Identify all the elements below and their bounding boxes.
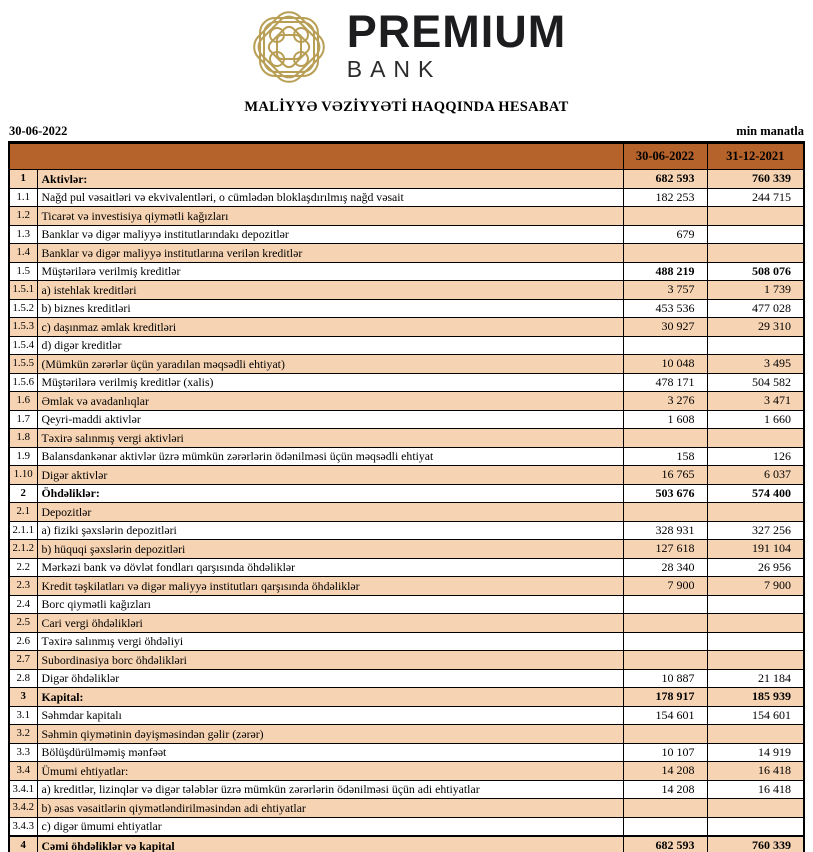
row-value-2021-cell: 508 076 — [707, 262, 804, 281]
table-row — [9, 780, 804, 799]
row-value-2021-cell: 760 339 — [707, 170, 804, 189]
row-number-cell: 1.3 — [9, 225, 37, 244]
row-label-cell: b) biznes kreditləri — [37, 299, 623, 318]
row-value-2021-cell: 154 601 — [707, 706, 804, 725]
row-value-2021-cell — [707, 244, 804, 263]
row-number-cell: 2.4 — [9, 595, 37, 614]
row-label-cell: c) daşınmaz əmlak kreditləri — [37, 318, 623, 337]
row-value-2021-cell — [707, 503, 804, 522]
table-row — [9, 836, 804, 852]
table-row — [9, 743, 804, 762]
row-label-cell: Depozitlər — [37, 503, 623, 522]
row-value-2022-cell: 28 340 — [623, 558, 707, 577]
row-number-cell: 3.1 — [9, 706, 37, 725]
table-row — [9, 762, 804, 781]
row-value-2022-cell — [623, 595, 707, 614]
row-value-2022-cell: 503 676 — [623, 484, 707, 503]
row-value-2022-cell — [623, 429, 707, 448]
row-value-2022-cell: 127 618 — [623, 540, 707, 559]
row-value-2021-cell: 3 495 — [707, 355, 804, 374]
row-label-cell: Digər aktivlər — [37, 466, 623, 485]
row-value-2021-cell: 1 660 — [707, 410, 804, 429]
row-number-cell: 2 — [9, 484, 37, 503]
row-value-2022-cell: 3 276 — [623, 392, 707, 411]
row-value-2021-cell: 477 028 — [707, 299, 804, 318]
row-value-2022-cell — [623, 207, 707, 226]
financial-position-table — [8, 141, 805, 852]
row-value-2022-cell — [623, 632, 707, 651]
row-number-cell: 1.8 — [9, 429, 37, 448]
row-label-cell: d) digər kreditlər — [37, 336, 623, 355]
row-number-cell: 1.5.5 — [9, 355, 37, 374]
row-label-cell: Qeyri-maddi aktivlər — [37, 410, 623, 429]
table-row — [9, 170, 804, 189]
table-row — [9, 244, 804, 263]
row-number-cell: 2.8 — [9, 669, 37, 688]
row-label-cell: (Mümkün zərərlər üçün yaradılan məqsədli ehtiyat) — [37, 355, 623, 374]
row-value-2021-cell — [707, 725, 804, 744]
row-label-cell: Cari vergi öhdəlikləri — [37, 614, 623, 633]
row-value-2022-cell: 10 048 — [623, 355, 707, 374]
row-value-2022-cell — [623, 503, 707, 522]
bank-name-bank: BANK — [346, 56, 442, 83]
row-value-2021-cell: 191 104 — [707, 540, 804, 559]
row-label-cell: Bölüşdürülməmiş mənfəət — [37, 743, 623, 762]
row-value-2021-cell — [707, 632, 804, 651]
row-label-cell: c) digər ümumi ehtiyatlar — [37, 817, 623, 836]
table-row — [9, 540, 804, 559]
row-value-2022-cell — [623, 817, 707, 836]
table-row — [9, 595, 804, 614]
row-value-2022-cell: 682 593 — [623, 836, 707, 852]
row-number-cell: 1.5.1 — [9, 281, 37, 300]
row-number-cell: 3.4 — [9, 762, 37, 781]
row-value-2022-cell: 14 208 — [623, 762, 707, 781]
row-number-cell: 1.10 — [9, 466, 37, 485]
row-number-cell: 2.3 — [9, 577, 37, 596]
row-number-cell: 1.9 — [9, 447, 37, 466]
table-row — [9, 706, 804, 725]
row-value-2021-cell — [707, 614, 804, 633]
row-value-2021-cell: 14 919 — [707, 743, 804, 762]
row-label-cell: Balansdankənar aktivlər üzrə mümkün zərərlərin ödənilməsi üçün məqsədli ehtiyat — [37, 447, 623, 466]
row-value-2021-cell: 16 418 — [707, 780, 804, 799]
row-value-2021-cell: 21 184 — [707, 669, 804, 688]
row-label-cell: a) fiziki şəxslərin depozitləri — [37, 521, 623, 540]
row-value-2022-cell: 182 253 — [623, 188, 707, 207]
row-number-cell: 2.6 — [9, 632, 37, 651]
row-value-2021-cell — [707, 225, 804, 244]
table-row — [9, 799, 804, 818]
row-number-cell: 1.5.3 — [9, 318, 37, 337]
row-label-cell: Subordinasiya borc öhdəlikləri — [37, 651, 623, 670]
row-label-cell: Aktivlər: — [37, 170, 623, 189]
table-row — [9, 225, 804, 244]
table-row — [9, 651, 804, 670]
row-number-cell: 4 — [9, 836, 37, 852]
table-row — [9, 318, 804, 337]
table-row — [9, 429, 804, 448]
row-number-cell: 1.7 — [9, 410, 37, 429]
row-value-2021-cell: 1 739 — [707, 281, 804, 300]
table-body — [9, 170, 804, 852]
row-value-2022-cell: 478 171 — [623, 373, 707, 392]
header-column-2022: 30-06-2022 — [623, 143, 707, 170]
row-value-2022-cell: 488 219 — [623, 262, 707, 281]
table-row — [9, 447, 804, 466]
row-label-cell: Səhmdar kapitalı — [37, 706, 623, 725]
row-number-cell: 2.7 — [9, 651, 37, 670]
row-value-2022-cell: 679 — [623, 225, 707, 244]
row-value-2021-cell: 327 256 — [707, 521, 804, 540]
table-row — [9, 188, 804, 207]
row-value-2022-cell: 14 208 — [623, 780, 707, 799]
table-row — [9, 558, 804, 577]
table-row — [9, 484, 804, 503]
row-label-cell: Müştərilərə verilmiş kreditlər (xalis) — [37, 373, 623, 392]
bank-name-premium: PREMIUM — [346, 5, 567, 57]
table-row — [9, 466, 804, 485]
row-value-2022-cell: 30 927 — [623, 318, 707, 337]
row-value-2021-cell: 244 715 — [707, 188, 804, 207]
row-label-cell: Təxirə salınmış vergi öhdəliyi — [37, 632, 623, 651]
row-number-cell: 3.2 — [9, 725, 37, 744]
table-row — [9, 577, 804, 596]
row-label-cell: Banklar və digər maliyyə institutlarındakı depozitlər — [37, 225, 623, 244]
row-label-cell: Müştərilərə verilmiş kreditlər — [37, 262, 623, 281]
row-number-cell: 1.2 — [9, 207, 37, 226]
table-row — [9, 336, 804, 355]
row-value-2022-cell: 328 931 — [623, 521, 707, 540]
table-row — [9, 688, 804, 707]
row-value-2021-cell: 6 037 — [707, 466, 804, 485]
row-number-cell: 1 — [9, 170, 37, 189]
bank-logo — [0, 0, 813, 90]
row-number-cell: 1.6 — [9, 392, 37, 411]
row-label-cell: a) istehlak kreditləri — [37, 281, 623, 300]
row-label-cell: Borc qiymətli kağızları — [37, 595, 623, 614]
row-label-cell: Digər öhdəliklər — [37, 669, 623, 688]
row-value-2022-cell — [623, 725, 707, 744]
row-value-2022-cell: 682 593 — [623, 170, 707, 189]
unit-label: min manatla — [736, 124, 804, 138]
table-row — [9, 207, 804, 226]
row-number-cell: 3.4.3 — [9, 817, 37, 836]
bank-emblem-icon — [247, 7, 331, 87]
table-row — [9, 410, 804, 429]
row-value-2021-cell: 16 418 — [707, 762, 804, 781]
report-meta — [0, 124, 813, 139]
row-number-cell: 1.5 — [9, 262, 37, 281]
row-label-cell: Cəmi öhdəliklər və kapital — [37, 836, 623, 852]
row-number-cell: 3.3 — [9, 743, 37, 762]
table-header-row — [9, 143, 804, 170]
row-value-2021-cell: 7 900 — [707, 577, 804, 596]
row-number-cell: 2.5 — [9, 614, 37, 633]
row-label-cell: b) hüquqi şəxslərin depozitləri — [37, 540, 623, 559]
row-value-2022-cell: 1 608 — [623, 410, 707, 429]
row-value-2022-cell — [623, 244, 707, 263]
row-value-2021-cell — [707, 429, 804, 448]
header-empty-cell — [9, 143, 623, 170]
row-number-cell: 2.1.1 — [9, 521, 37, 540]
header-column-2021: 31-12-2021 — [707, 143, 804, 170]
row-label-cell: Banklar və digər maliyyə institutlarına verilən kreditlər — [37, 244, 623, 263]
row-number-cell: 3.4.2 — [9, 799, 37, 818]
report-date: 30-06-2022 — [9, 124, 68, 138]
row-value-2022-cell: 3 757 — [623, 281, 707, 300]
row-value-2021-cell — [707, 336, 804, 355]
table-row — [9, 817, 804, 836]
row-number-cell: 2.1.2 — [9, 540, 37, 559]
table-row — [9, 725, 804, 744]
row-value-2021-cell: 574 400 — [707, 484, 804, 503]
row-value-2022-cell: 158 — [623, 447, 707, 466]
row-number-cell: 2.1 — [9, 503, 37, 522]
report-title: MALİYYƏ VƏZİYYƏTİ HAQQINDA HESABAT — [244, 99, 569, 115]
row-number-cell: 2.2 — [9, 558, 37, 577]
row-label-cell: Təxirə salınmış vergi aktivləri — [37, 429, 623, 448]
row-value-2022-cell — [623, 799, 707, 818]
row-value-2021-cell: 29 310 — [707, 318, 804, 337]
row-value-2021-cell — [707, 595, 804, 614]
row-number-cell: 3.4.1 — [9, 780, 37, 799]
table-row — [9, 614, 804, 633]
row-number-cell: 1.5.6 — [9, 373, 37, 392]
row-value-2021-cell: 26 956 — [707, 558, 804, 577]
row-value-2021-cell: 504 582 — [707, 373, 804, 392]
row-value-2021-cell: 760 339 — [707, 836, 804, 852]
row-value-2022-cell — [623, 651, 707, 670]
table-row — [9, 262, 804, 281]
row-value-2022-cell: 10 887 — [623, 669, 707, 688]
bank-name — [346, 5, 567, 84]
row-number-cell: 1.4 — [9, 244, 37, 263]
row-value-2022-cell: 16 765 — [623, 466, 707, 485]
row-number-cell: 1.5.2 — [9, 299, 37, 318]
row-value-2022-cell — [623, 336, 707, 355]
row-label-cell: Kapital: — [37, 688, 623, 707]
row-label-cell: Öhdəliklər: — [37, 484, 623, 503]
table-row — [9, 392, 804, 411]
row-value-2021-cell — [707, 817, 804, 836]
row-value-2022-cell: 453 536 — [623, 299, 707, 318]
row-label-cell: Əmlak və avadanlıqlar — [37, 392, 623, 411]
row-label-cell: a) kreditlər, lizinqlər və digər tələblər üzrə mümkün zərərlərin ödənilməsi üçün adi ehtiyatlar — [37, 780, 623, 799]
row-label-cell: Səhmin qiymətinin dəyişməsindən gəlir (zərər) — [37, 725, 623, 744]
table-row — [9, 632, 804, 651]
row-label-cell: b) əsas vəsaitlərin qiymətləndirilməsindən adi ehtiyatlar — [37, 799, 623, 818]
row-number-cell: 1.1 — [9, 188, 37, 207]
row-value-2022-cell: 10 107 — [623, 743, 707, 762]
table-row — [9, 521, 804, 540]
row-value-2021-cell — [707, 207, 804, 226]
row-value-2021-cell — [707, 799, 804, 818]
row-label-cell: Kredit təşkilatları və digər maliyyə institutları qarşısında öhdəliklər — [37, 577, 623, 596]
row-number-cell: 1.5.4 — [9, 336, 37, 355]
table-row — [9, 503, 804, 522]
table-header — [9, 143, 804, 170]
table-row — [9, 373, 804, 392]
table-row — [9, 669, 804, 688]
row-label-cell: Mərkəzi bank və dövlət fondları qarşısında öhdəliklər — [37, 558, 623, 577]
row-number-cell: 3 — [9, 688, 37, 707]
row-label-cell: Nağd pul vəsaitləri və ekvivalentləri, o cümlədən bloklaşdırılmış nağd vəsait — [37, 188, 623, 207]
row-value-2021-cell: 3 471 — [707, 392, 804, 411]
table-row — [9, 281, 804, 300]
row-value-2022-cell: 154 601 — [623, 706, 707, 725]
row-label-cell: Ümumi ehtiyatlar: — [37, 762, 623, 781]
row-value-2021-cell — [707, 651, 804, 670]
table-row — [9, 355, 804, 374]
row-value-2021-cell: 126 — [707, 447, 804, 466]
row-value-2021-cell: 185 939 — [707, 688, 804, 707]
row-value-2022-cell: 7 900 — [623, 577, 707, 596]
row-value-2022-cell: 178 917 — [623, 688, 707, 707]
row-label-cell: Ticarət və investisiya qiymətli kağızları — [37, 207, 623, 226]
row-value-2022-cell — [623, 614, 707, 633]
table-row — [9, 299, 804, 318]
